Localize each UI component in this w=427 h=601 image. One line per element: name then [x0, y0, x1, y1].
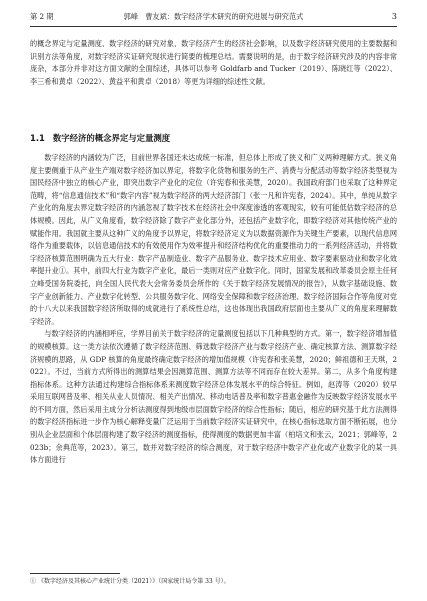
section-heading	[30, 131, 397, 145]
running-header	[30, 10, 397, 24]
footnote-text: 《数字经济及其核心产业统计分类（2021）》（国家统计局令第 33 号）。	[37, 578, 230, 585]
running-title: 郭峰 曹友斌：数字经济学术研究的研究进展与研究范式	[123, 12, 304, 21]
intro-paragraph: 的概念界定与定量测度、数字经济的研究对象、数字经济产生的经济社会影响，以及数字经济研究使用的主要数据和识别方法等角度，对数字经济实证研究现状进行简要的梳理总结。需要说明的是，由于数字经济研究涉及的内容非常庞杂，本部分并非对这方面文献的全面综述，具体可以参考 Goldfarb and Tucker（2019）、陈晓红等（2022）、李三希和黄卓（2022）、黄益平和黄卓（2018）等更为详细的综述性文献。	[30, 39, 397, 86]
main-body	[30, 152, 397, 467]
footnote-rule	[30, 573, 120, 574]
body-paragraph: 与数字经济的内涵相呼应，学界目前关于数字经济的定量测度包括以下几种典型的方式。第一，数字经济增加值的规模核算。这一类方法依次遵循了数字经济范围、筛选数字经济产业与数字经济产业、确定核算方法、测算数字经济规模的思路，从 GDP 核算的角度最终确定数字经济的增加值规模（许宪春和张美慧，2020；鲜祖德和王天琪，2022）。不过，当前方式所得出的测算结果会因测算范围、测算方法等不同而存在较大差异。第二，从多个角度构建指标体系。这种方法通过构建综合指标体系来测度数字经济总体发展水平的综合特征。例如，赵涛等（2020）较早采用互联网普及率、相关从业人员情况、相关产出情况、移动电话普及率和数字普惠金融作为反映数字经济发展水平的不同方面，然后采用主成分分析法测度得到地级市层面数字经济的综合性指标；随后，相应的研究基于此方法测得的数字经济指标进一步作为核心解释变量广泛运用于当前数字经济实证研究中，在核心指标选取方面不断拓展，也分别从企业层面和个体层面构建了数字经济的测度指标，使得测度的数据更加丰富（柏培文和张云，2021；郭峰等，2023b；余典范等，2023）。第三，数并对数字经济的综合测度，对于数字经济中数字产业化或产业数字化的某一具体方面进行	[30, 329, 397, 465]
footnote-marker: ①	[30, 578, 37, 585]
intro-block	[30, 38, 397, 88]
body-paragraph: 数字经济的内涵较为广泛，目前世界各国还未达成统一标准，但总体上形成了狭义和广义两种理解方式。狭义角度主要侧重于从产业生产端对数字经济加以界定，将数字化货物和服务的生产、消费与分配活动等数字经济类型视为国民经济中独立的核心产业，即突出数字产业化的定位（许宪春和张美慧，2020）。我国政府部门也采取了这种界定范畴，将“信息通信技术”和“数字内容”视为数字经济的两大经济部门（张一凡和许宪春，2024）。其中，单纯从数字产业化的角度去界定数字经济的内涵忽视了数字技术在经济社会中深度渗透的客观现实，较有可能低估数字经济的总体规模。因此，从广义角度看，数字经济除了数字产业化部分外，还包括产业数字化，即数字经济对其他传统产业的赋能作用。我国就主要从这种广义的角度予以界定，将数字经济定义为以数据资源作为关键生产要素，以现代信息网络作为重要载体，以信息通信技术的有效使用作为效率提升和经济结构优化的重要推动力的一系列经济活动，并将数字经济核算范围明确为五大行业：数字产品制造业、数字产品服务业、数字技术应用业、数字要素驱动业和数字化效率提升业①。其中，前四大行业为数字产业化，最后一类则对应产业数字化。同时，国家发展和改革委员会原主任何立峰受国务院委托，向全国人民代表大会常务委员会所作的《关于数字经济发展情况的报告》，从数字基础设施、数字产业创新能力、产业数字化转型、公共服务数字化、网络安全保障和数字经济治理、数字经济国际合作等角度对党的十八大以来我国数字经济所取得的成就进行了系统性总结，这也体现出我国政府层面也主要从广义的角度来理解数字经济。	[30, 153, 397, 326]
header-rule	[30, 26, 397, 27]
page-number: 3	[391, 12, 397, 21]
section-number: 1.1	[30, 133, 45, 143]
issue-number: 第 2 期	[30, 12, 54, 21]
section-title: 数字经济的概念界定与定量测度	[52, 133, 171, 143]
footnote	[30, 577, 397, 587]
